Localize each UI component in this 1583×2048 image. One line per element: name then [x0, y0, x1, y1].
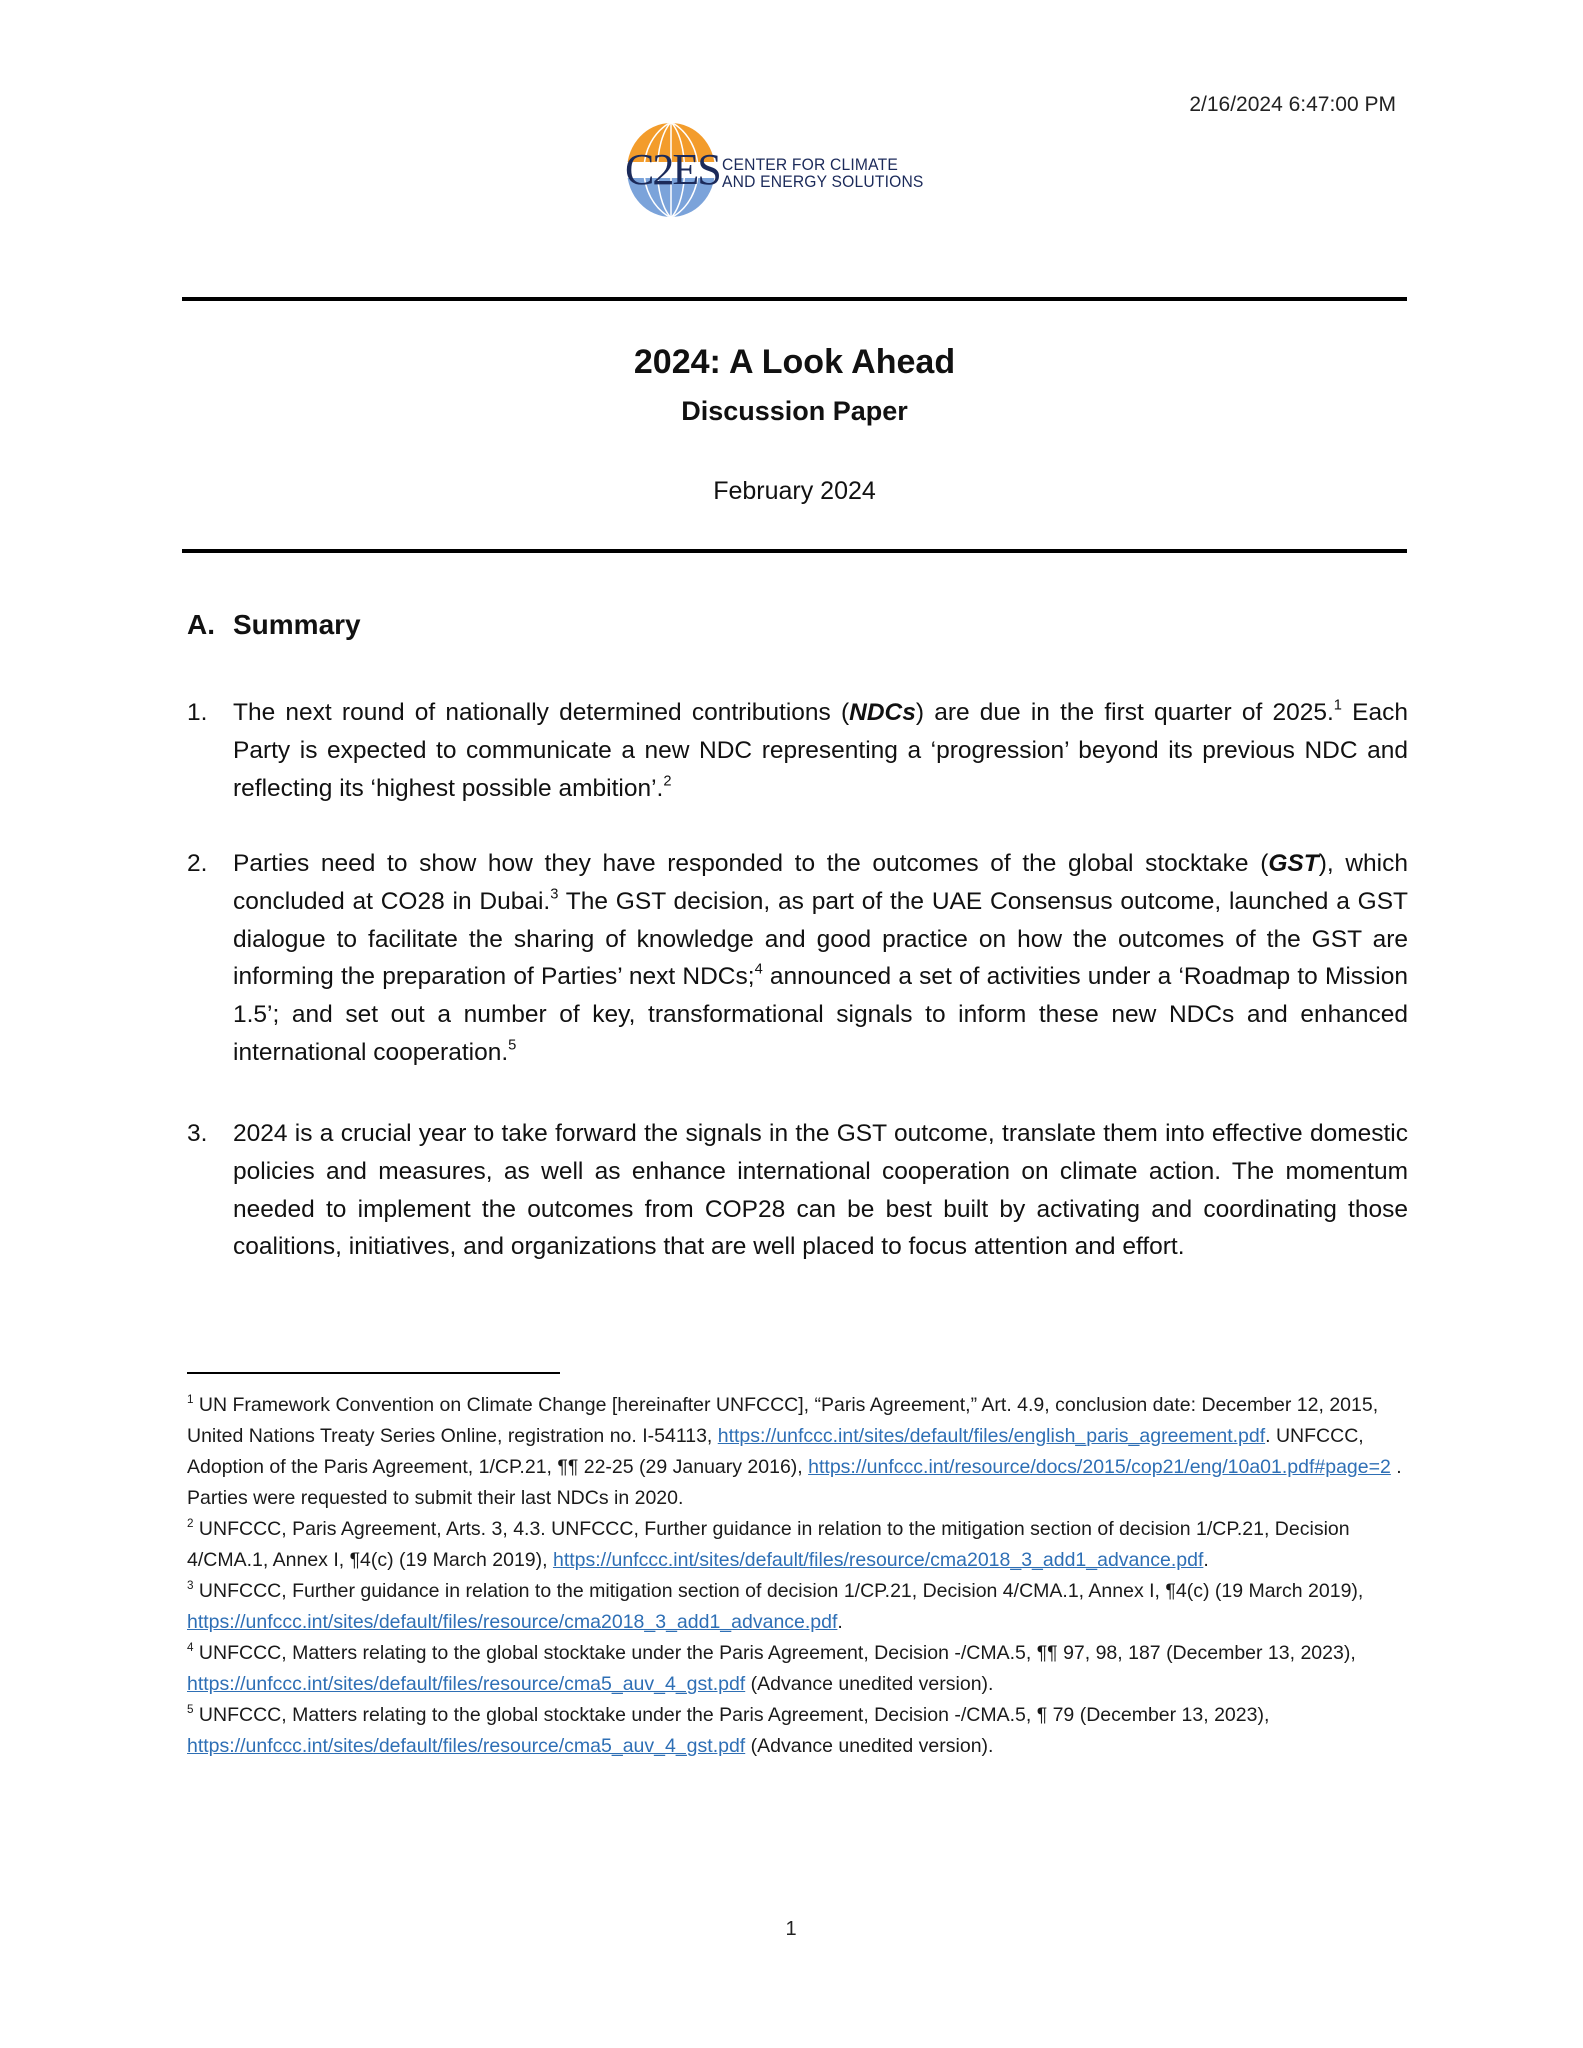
paragraph-text [233, 1115, 1408, 1266]
page-title: 2024: A Look Ahead [633, 343, 956, 381]
text-run: The GST decision, as part of the UAE Consensus outcome, launched a GST dialogue to facilitate the sharing of knowledge and good practice on how the outcomes of the GST are informing the preparation of Parties’ next NDCs; [233, 887, 1409, 991]
text-run: . [837, 1611, 843, 1633]
reference-link[interactable]: https://unfccc.int/sites/default/files/resource/cma5_auv_4_gst.pdf [187, 1673, 746, 1695]
text-run: UNFCCC, Matters relating to the global stocktake under the Paris Agreement, Decision -/CMA.5, ¶ 79 (December 13, 2023), [193, 1704, 1270, 1726]
text-run: 2024 is a crucial year to take forward the signals in the GST outcome, translate them into effective domestic policies and measures, as well as enhance international cooperation on climate action. The momentum needed to implement the outcomes from COP28 can be best built by activating and coordinating those coalitions, initiatives, and organizations that are well placed to focus attention and effort. [233, 1120, 1408, 1261]
text-run: UNFCCC, Matters relating to the global stocktake under the Paris Agreement, Decision -/CMA.5, ¶¶ 97, 98, 187 (December 13, 2023), [193, 1642, 1356, 1664]
footnote-reference[interactable]: 3 [550, 886, 559, 903]
reference-link[interactable]: https://unfccc.int/sites/default/files/resource/cma2018_3_add1_advance.pdf [187, 1611, 838, 1633]
text-run: (Advance unedited version). [745, 1673, 994, 1695]
page-number: 1 [785, 1918, 797, 1940]
text-run: announced a set of activities under a ‘Roadmap to Mission 1.5’; and set out a number of key, transformational signals to inform these new NDCs and enhanced international cooperation. [233, 963, 1408, 1066]
text-run: ) are due in the first quarter of 2025. [915, 699, 1334, 726]
paragraph-number: 2. [187, 850, 208, 877]
text-run: ), which concluded at CO28 in Dubai. [233, 850, 1408, 915]
top-rule [182, 297, 1407, 301]
bottom-rule [182, 549, 1407, 553]
footnote-reference[interactable]: 5 [508, 1037, 517, 1054]
footnote-number: 1 [187, 1392, 194, 1406]
footnotes [187, 1390, 1412, 1762]
paragraph-3 [187, 1115, 1408, 1266]
paragraph-2 [187, 845, 1408, 1072]
paragraph-text [233, 845, 1408, 1072]
publication-date: February 2024 [713, 477, 876, 505]
footnote-number: 4 [187, 1640, 194, 1654]
footnote-number: 2 [187, 1516, 194, 1530]
defined-term: NDCs [849, 699, 916, 726]
text-run: UN Framework Convention on Climate Change [hereinafter UNFCCC], “Paris Agreement,” Art. 4.9, conclusion date: December 12, 2015, United Nations Treaty Series Online, registration no. I-54113, [187, 1394, 1379, 1447]
footnote-reference[interactable]: 2 [663, 773, 672, 790]
footnote-2 [187, 1514, 1412, 1576]
text-run: UNFCCC, Paris Agreement, Arts. 3, 4.3. UNFCCC, Further guidance in relation to the mitigation section of decision 1/CP.21, Decision 4/CMA.1, Annex I, ¶4(c) (19 March 2019), [187, 1518, 1350, 1571]
footnote-number: 5 [187, 1702, 194, 1716]
footnote-1 [187, 1390, 1412, 1514]
text-run: Parties need to show how they have responded to the outcomes of the global stocktake ( [233, 850, 1269, 877]
page-subtitle: Discussion Paper [681, 396, 908, 426]
section-number: A. [187, 609, 215, 640]
text-run: The next round of nationally determined contributions ( [233, 699, 850, 726]
footnote-reference[interactable]: 4 [754, 962, 763, 979]
text-run: (Advance unedited version). [745, 1735, 994, 1757]
reference-link[interactable]: https://unfccc.int/sites/default/files/resource/cma2018_3_add1_advance.pdf [552, 1549, 1204, 1571]
paragraph-number: 1. [187, 699, 208, 726]
logo-line-1: CENTER FOR CLIMATE [722, 155, 898, 174]
c2es-logo [625, 122, 965, 220]
document-timestamp: 2/16/2024 6:47:00 PM [1189, 93, 1396, 116]
section-title: Summary [233, 609, 361, 640]
reference-link[interactable]: https://unfccc.int/sites/default/files/resource/cma5_auv_4_gst.pdf [187, 1735, 746, 1757]
footnote-5 [187, 1700, 1412, 1762]
text-run: UNFCCC, Further guidance in relation to the mitigation section of decision 1/CP.21, Decision 4/CMA.1, Annex I, ¶4(c) (19 March 2019), [193, 1580, 1364, 1602]
paragraph-number: 3. [187, 1120, 208, 1147]
section-heading [187, 605, 361, 645]
paragraph-1 [187, 694, 1408, 807]
reference-link[interactable]: https://unfccc.int/sites/default/files/english_paris_agreement.pdf [717, 1425, 1266, 1447]
text-run: . UNFCCC, Adoption of the Paris Agreement, 1/CP.21, ¶¶ 22-25 (29 January 2016), [187, 1425, 1364, 1478]
defined-term: GST [1268, 850, 1319, 877]
footnote-3 [187, 1576, 1412, 1638]
footnote-number: 3 [187, 1578, 194, 1592]
logo-mark: C2ES [625, 145, 720, 194]
footnote-reference[interactable]: 1 [1333, 697, 1342, 714]
reference-link[interactable]: https://unfccc.int/resource/docs/2015/cop21/eng/10a01.pdf#page=2 [808, 1456, 1391, 1478]
footnote-separator [187, 1372, 560, 1374]
footnote-4 [187, 1638, 1412, 1700]
text-run: Each Party is expected to communicate a new NDC representing a ‘progression’ beyond its previous NDC and reflecting its ‘highest possible ambition’. [233, 699, 1408, 802]
paragraph-text [233, 694, 1408, 807]
text-run: . Parties were requested to submit their last NDCs in 2020. [187, 1456, 1402, 1509]
logo-line-2: AND ENERGY SOLUTIONS [722, 172, 924, 191]
logo-wordmark [722, 156, 924, 190]
text-run: . [1203, 1549, 1209, 1571]
